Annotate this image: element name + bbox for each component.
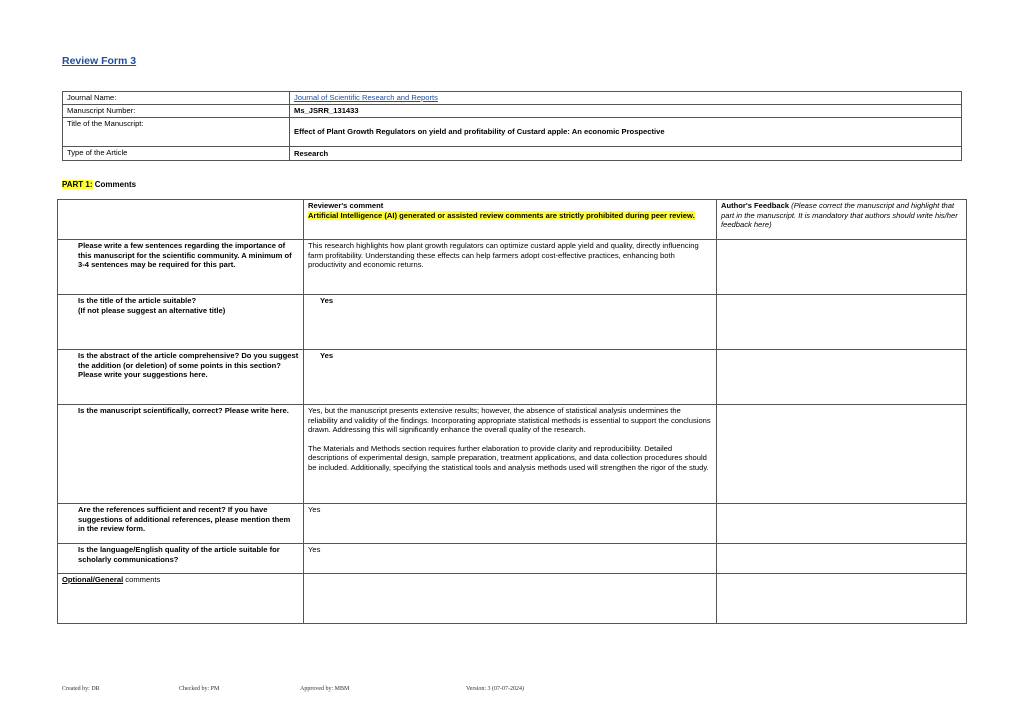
reviewer-header-title: Reviewer's comment — [308, 201, 384, 210]
answer-language: Yes — [304, 544, 717, 574]
comments-table — [57, 199, 967, 624]
optional-comments-label — [58, 574, 304, 624]
journal-label: Journal Name: — [63, 92, 290, 105]
table-row — [58, 240, 967, 295]
optional-general-label: Optional/General — [62, 575, 124, 584]
author-feedback-language[interactable] — [717, 544, 967, 574]
question-importance: Please write a few sentences regarding the importance of this manuscript for the scientific community. A minimum of 3-4 sentences may be required for this part. — [58, 240, 304, 295]
question-scientific: Is the manuscript scientifically, correct? Please write here. — [58, 405, 304, 504]
part-number: PART 1: — [62, 180, 93, 189]
author-feedback-references[interactable] — [717, 504, 967, 544]
author-header-cell — [717, 200, 967, 240]
author-header-note: (Please correct the manuscript and highlight that part in the manuscript. It is mandatory that authors should write his/her feedback here) — [721, 201, 958, 230]
optional-reviewer-comments[interactable] — [304, 574, 717, 624]
table-row — [58, 295, 967, 350]
question-language: Is the language/English quality of the article suitable for scholarly communications? — [58, 544, 304, 574]
question-title — [58, 295, 304, 350]
header-empty-cell — [58, 200, 304, 240]
manuscript-title-value: Effect of Plant Growth Regulators on yield and profitability of Custard apple: An economic Prospective — [290, 118, 962, 147]
optional-author-feedback[interactable] — [717, 574, 967, 624]
author-header-title: Author's Feedback — [721, 201, 790, 210]
answer-scientific — [304, 405, 717, 504]
question-references: Are the references sufficient and recent? If you have suggestions of additional references, please mention them in the review form. — [58, 504, 304, 544]
answer-scientific-para1: Yes, but the manuscript presents extensive results; however, the absence of statistical analysis undermines the reliability and validity of the findings. Incorporating appropriate statistical methods is essential to support the conclusions drawn. Addressing this will significantly enhance the overall quality of the research. — [308, 406, 711, 435]
article-type-value: Research — [290, 147, 962, 161]
author-feedback-scientific[interactable] — [717, 405, 967, 504]
manuscript-number-value: Ms_JSRR_131433 — [290, 105, 962, 118]
author-feedback-importance[interactable] — [717, 240, 967, 295]
form-title: Review Form 3 — [62, 55, 137, 67]
table-row — [58, 544, 967, 574]
journal-value-link[interactable]: Journal of Scientific Research and Reports — [290, 92, 962, 105]
table-row — [58, 350, 967, 405]
optional-comments-suffix: comments — [123, 575, 161, 584]
author-feedback-title[interactable] — [717, 295, 967, 350]
table-row — [58, 405, 967, 504]
footer-version: Version: 3 (07-07-2024) — [466, 686, 524, 692]
article-type-label: Type of the Article — [63, 147, 290, 161]
question-abstract: Is the abstract of the article comprehensive? Do you suggest the addition (or deletion) of some points in this section? Please write your suggestions here. — [58, 350, 304, 405]
manuscript-title-label: Title of the Manuscript: — [63, 118, 290, 147]
footer-approved-by: Approved by: MBM — [300, 686, 350, 692]
manuscript-info-table — [62, 91, 962, 161]
answer-references: Yes — [304, 504, 717, 544]
question-title-line2: (If not please suggest an alternative title) — [78, 305, 226, 315]
footer-checked-by: Checked by: PM — [179, 686, 220, 692]
author-feedback-abstract[interactable] — [717, 350, 967, 405]
answer-title: Yes — [304, 295, 717, 350]
reviewer-header-cell — [304, 200, 717, 240]
table-header-row — [58, 200, 967, 240]
ai-prohibition-note: Artificial Intelligence (AI) generated or assisted review comments are strictly prohibited during peer review. — [308, 210, 695, 220]
footer-created-by: Created by: DR — [62, 686, 100, 692]
answer-importance: This research highlights how plant growth regulators can optimize custard apple yield and quality, directly influencing farm profitability. Understanding these effects can help farmers adopt cost-effective practices, enhancing both productivity and economic returns. — [304, 240, 717, 295]
answer-scientific-para2: The Materials and Methods section requires further elaboration to provide clarity and reproducibility. Detailed descriptions of experimental design, sample preparation, treatment applications, and data collection procedures should be included. Additionally, specifying the statistical tools and analysis methods used will strengthen the rigor of the study. — [308, 443, 709, 472]
part-heading — [62, 180, 136, 189]
table-row — [58, 504, 967, 544]
question-title-line1: Is the title of the article suitable? — [78, 296, 197, 305]
manuscript-number-label: Manuscript Number: — [63, 105, 290, 118]
part-label: Comments — [92, 180, 137, 189]
table-row — [58, 574, 967, 624]
answer-abstract: Yes — [304, 350, 717, 405]
